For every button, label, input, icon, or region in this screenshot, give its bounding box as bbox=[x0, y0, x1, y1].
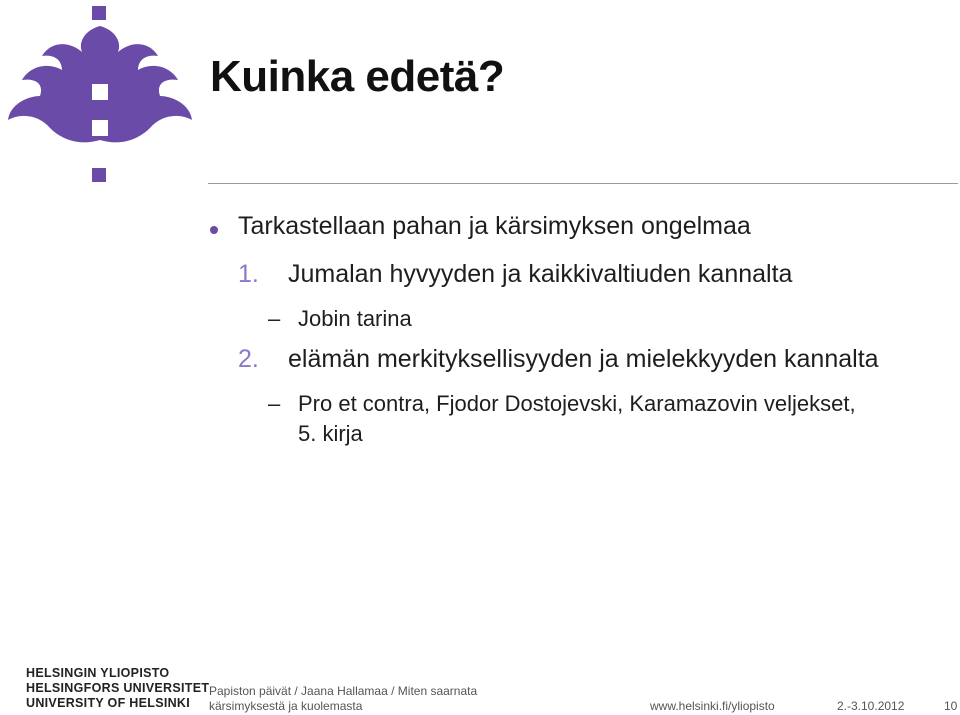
footer-event-line1: Papiston päivät / Jaana Hallamaa / Miten saarnata bbox=[209, 684, 478, 698]
university-name-fi: HELSINGIN YLIOPISTO bbox=[26, 666, 170, 680]
footer-page-number: 10 bbox=[944, 699, 958, 713]
item-1-number: 1. bbox=[238, 260, 259, 288]
footer-date: 2.-3.10.2012 bbox=[837, 699, 905, 713]
bullet-dot bbox=[210, 226, 218, 234]
item-2-number: 2. bbox=[238, 345, 259, 373]
item-1-text: Jumalan hyvyyden ja kaikkivaltiuden kannalta bbox=[288, 260, 793, 288]
university-name-en: UNIVERSITY OF HELSINKI bbox=[26, 696, 191, 710]
bullet-text: Tarkastellaan pahan ja kärsimyksen ongelmaa bbox=[238, 212, 751, 240]
item-2-text: elämän merkityksellisyyden ja mielekkyyden kannalta bbox=[288, 345, 879, 373]
item-1-subtext: Jobin tarina bbox=[298, 306, 412, 331]
item-2-subtext-line2: 5. kirja bbox=[298, 421, 363, 446]
dash-2: – bbox=[268, 391, 281, 416]
footer-event-line2: kärsimyksestä ja kuolemasta bbox=[209, 699, 363, 713]
footer-url: www.helsinki.fi/yliopisto bbox=[650, 699, 775, 713]
university-name-sv: HELSINGFORS UNIVERSITET bbox=[26, 681, 210, 695]
item-2-subtext-line1: Pro et contra, Fjodor Dostojevski, Karamazovin veljekset, bbox=[298, 391, 856, 416]
slide-title: Kuinka edetä? bbox=[210, 52, 505, 101]
footer-university-wordmark bbox=[26, 666, 209, 711]
dash-1: – bbox=[268, 306, 281, 331]
